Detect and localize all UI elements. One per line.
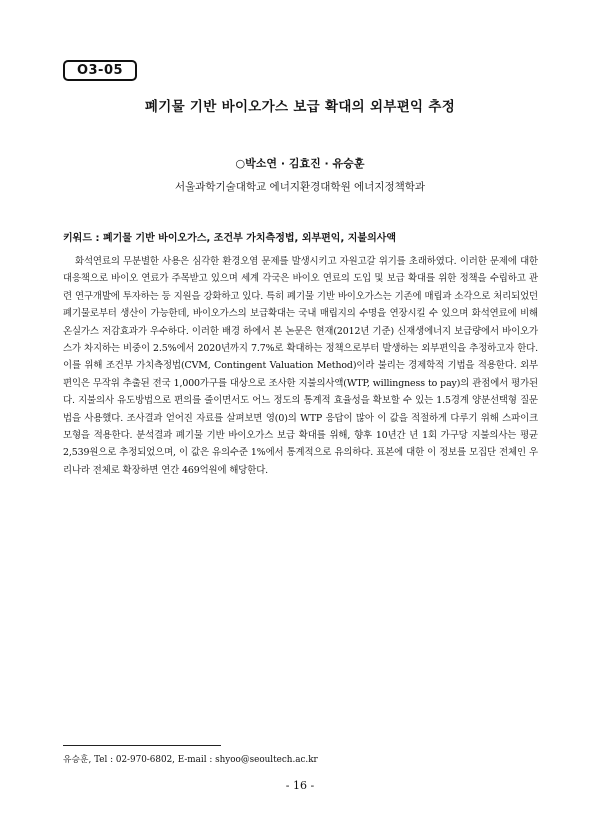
affiliation: 서울과학기술대학교 에너지환경대학원 에너지정책학과 <box>174 181 426 193</box>
footnote-divider <box>63 745 221 746</box>
keywords: 키워드 : 폐기물 기반 바이오가스, 조건부 가치측정법, 외부편익, 지불의사액 <box>63 233 397 244</box>
authors: ○박소연 · 김효진 · 유승훈 <box>235 157 365 170</box>
abstract-paragraph: 화석연료의 무분별한 사용은 심각한 환경오염 문제를 발생시키고 자원고갈 위기를 초래하였다. 이러한 문제에 대한 대응책으로 바이오 연료가 주목받고 있으며 세계 각국은 바이오 연료의 도입 및 보급 확대를 위한 정책을 수립하고 관련 연구개발에 투자하는 등 지원을 강화하고 있다. 특히 폐기물 기반 바이오가스는 기존에 매립과 소각으로 처리되었던 폐기물로부터 생산이 가능한데, 바이오가스의 보급확대는 국내 매립지의 수명을 연장시킬 수 있으며 화석연료에 비해 온실가스 저감효과가 우수하다. 이러한 배경 하에서 본 논문은 현재(2012년 기준) 신재생에너지 보급량에서 바이오가스가 차지하는 비중이 2.5%에서 2020년까지 7.7%로 확대하는 정책으로부터 발생하는 외부편익을 추정하고자 한다. 이를 위해 조건부 가치측정법(CVM, Contingent Valuation Method)이라 불리는 경제학적 기법을 적용한다. 외부편익은 무작위 추출된 전국 1,000가구를 대상으로 조사한 지불의사액(WTP, willingness to pay)의 관점에서 평가된다. 지불의사 유도방법으로 편의를 줄이면서도 어느 정도의 통계적 효율성을 확보할 수 있는 1.5경계 양분선택형 질문법을 사용했다. 조사결과 얻어진 자료를 살펴보면 영(0)의 WTP 응답이 많아 이 값을 적절하게 다루기 위해 스파이크 모형을 적용한다. 분석결과 폐기물 기반 바이오가스 보급 확대를 위해, 향후 10년간 년 1회 가구당 지불의사는 평균 2,539원으로 추정되었으며, 이 값은 유의수준 1%에서 통계적으로 유의하다. 표본에 대한 이 정보를 모집단 전체인 우리나라 전체로 확장하면 연간 469억원에 해당한다. <box>63 256 538 476</box>
session-code-badge: O3-05 <box>63 60 137 81</box>
paper-title: 폐기물 기반 바이오가스 보급 확대의 외부편익 추정 <box>144 99 456 115</box>
page-number: - 16 - <box>285 779 315 792</box>
corresponding-author-footnote: 유승훈, Tel : 02-970-6802, E-mail : shyoo@seoultech.ac.kr <box>63 755 318 765</box>
